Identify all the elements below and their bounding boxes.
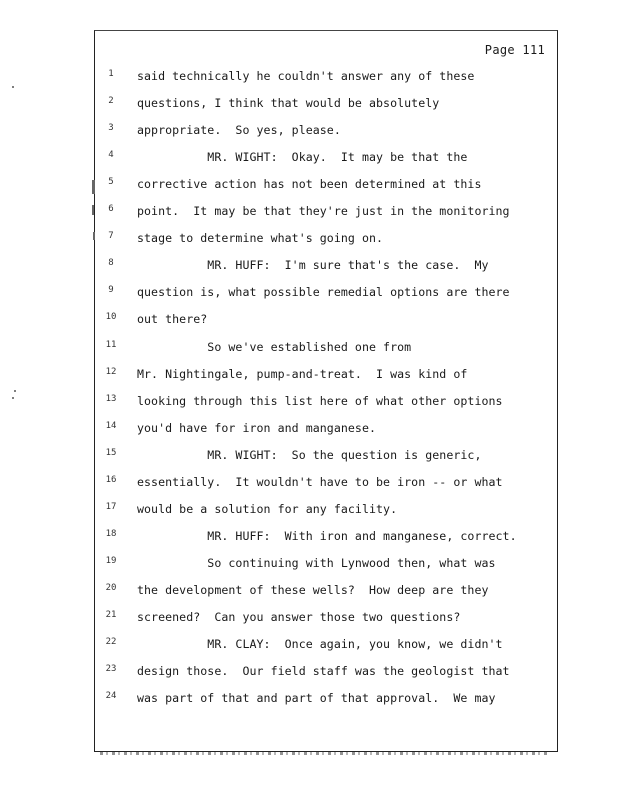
line-number: 4	[108, 150, 114, 161]
transcript-line	[95, 662, 557, 680]
line-text: screened? Can you answer those two questions?	[137, 610, 461, 624]
line-number: 10	[105, 312, 117, 323]
line-text: So we've established one from	[137, 339, 412, 354]
line-number: 19	[105, 555, 117, 566]
scan-artifact-dot	[12, 86, 14, 88]
line-number: 8	[108, 258, 114, 269]
line-number: 5	[108, 177, 114, 188]
line-text: MR. HUFF: I'm sure that's the case. My	[137, 258, 489, 273]
line-number: 24	[105, 691, 117, 702]
transcript-line	[95, 256, 557, 274]
line-text: MR. HUFF: With iron and manganese, correct.	[137, 528, 517, 543]
line-text: Mr. Nightingale, pump-and-treat. I was kind of	[137, 366, 468, 381]
transcript-line	[95, 229, 557, 247]
line-text: MR. WIGHT: Okay. It may be that the	[137, 150, 468, 165]
line-number: 23	[105, 664, 117, 675]
transcript-line	[95, 446, 557, 464]
line-text: MR. WIGHT: So the question is generic,	[137, 447, 482, 462]
transcript-line	[95, 581, 557, 599]
line-number: 13	[105, 393, 117, 404]
page-number-header: Page 111	[484, 43, 545, 57]
line-text: MR. CLAY: Once again, you know, we didn't	[137, 637, 503, 652]
line-text: So continuing with Lynwood then, what was	[137, 555, 496, 570]
line-text: out there?	[137, 312, 208, 327]
transcript-line	[95, 527, 557, 545]
scan-artifact-left-tick	[92, 180, 95, 194]
line-number: 22	[105, 637, 117, 648]
line-number: 17	[105, 501, 117, 512]
transcript-line	[95, 689, 557, 707]
transcript-line	[95, 365, 557, 383]
line-number: 1	[108, 69, 114, 79]
scan-artifact-left-tick	[92, 205, 94, 215]
line-number: 21	[105, 610, 117, 620]
transcript-line	[95, 419, 557, 437]
line-text: appropriate. So yes, please.	[137, 123, 341, 138]
transcript-line	[95, 635, 557, 653]
line-number: 16	[105, 474, 117, 485]
transcript-line	[95, 121, 557, 139]
transcript-line	[95, 473, 557, 491]
line-number: 11	[105, 339, 117, 350]
transcript-line	[95, 608, 557, 626]
line-number: 3	[108, 123, 114, 134]
line-number: 18	[105, 528, 117, 539]
transcript-line	[95, 202, 557, 220]
scan-artifact-dot	[12, 397, 14, 399]
transcript-line	[95, 310, 557, 328]
line-text: question is, what possible remedial options are there	[137, 285, 510, 300]
line-number: 6	[108, 204, 114, 215]
transcript-line	[95, 392, 557, 410]
transcript-line	[95, 94, 557, 112]
line-text: questions, I think that would be absolutely	[137, 96, 440, 111]
line-text: design those. Our field staff was the geologist that	[137, 664, 510, 679]
line-text: stage to determine what's going on.	[137, 231, 384, 246]
line-text: essentially. It wouldn't have to be iron -- or what	[137, 474, 503, 489]
line-number: 2	[108, 96, 114, 107]
line-number: 20	[105, 582, 117, 593]
line-text: corrective action has not been determined at this	[137, 177, 482, 192]
transcript-line	[95, 554, 557, 572]
transcript-page	[94, 30, 558, 752]
line-number: 15	[105, 447, 117, 458]
line-number: 7	[108, 231, 114, 242]
line-text: looking through this list here of what other options	[137, 393, 503, 408]
scan-artifact-bottom-edge	[100, 752, 550, 755]
line-text: was part of that and part of that approval. We may	[137, 691, 496, 706]
transcript-line	[95, 148, 557, 166]
line-number: 14	[105, 420, 117, 431]
scan-artifact-dot	[14, 390, 16, 392]
line-text: point. It may be that they're just in the monitoring	[137, 204, 510, 219]
line-number: 9	[108, 285, 114, 296]
line-text: said technically he couldn't answer any of these	[137, 69, 475, 83]
transcript-line	[95, 500, 557, 518]
transcript-line	[95, 338, 557, 356]
transcript-line	[95, 67, 557, 85]
transcript-line	[95, 175, 557, 193]
line-number: 12	[105, 366, 117, 377]
transcript-line	[95, 283, 557, 301]
line-text: the development of these wells? How deep are they	[137, 582, 489, 597]
line-text: you'd have for iron and manganese.	[137, 420, 377, 435]
line-text: would be a solution for any facility.	[137, 501, 398, 516]
scan-artifact-left-tick	[93, 232, 95, 240]
